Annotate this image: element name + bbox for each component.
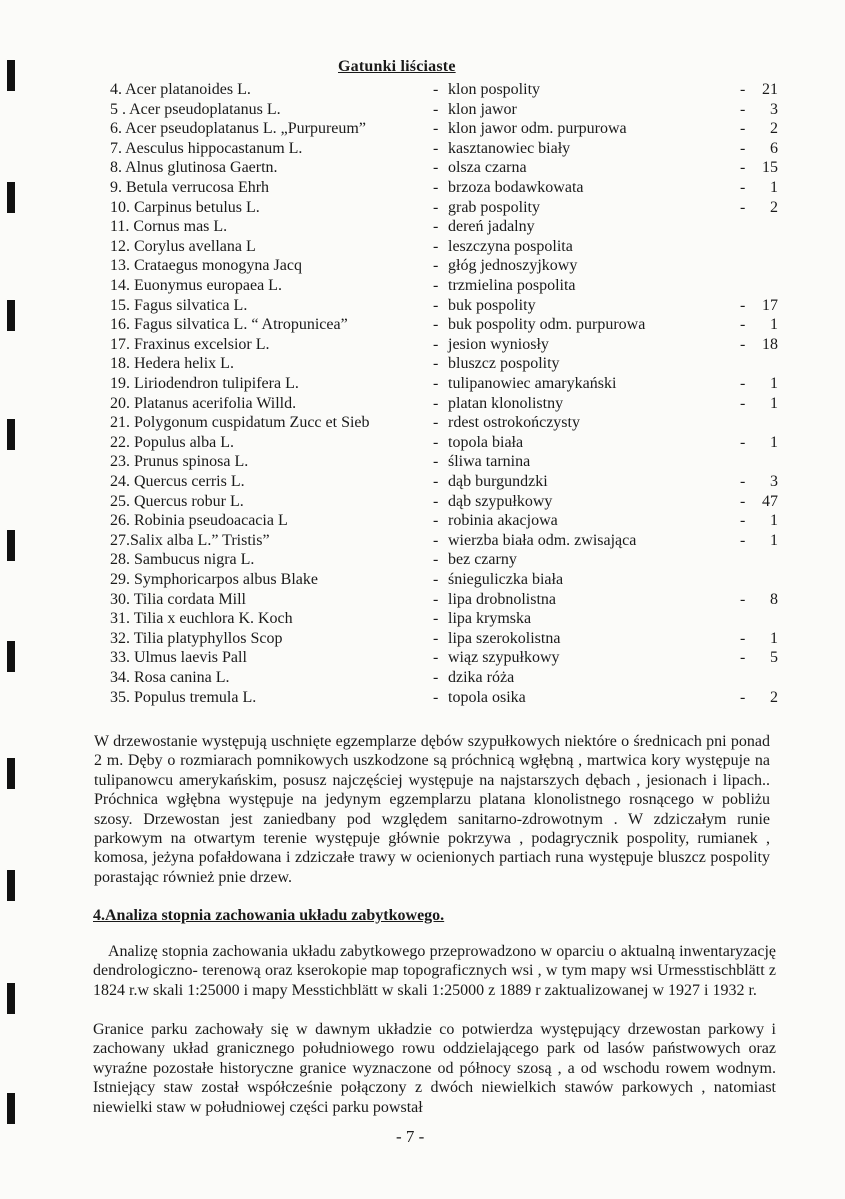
species-latin-name: 20. Platanus acerifolia Willd. [110, 394, 297, 412]
species-row [0, 354, 845, 374]
species-row [0, 472, 845, 492]
species-separator: - [433, 433, 439, 451]
species-count-dash: - [740, 120, 746, 138]
species-count-dash: - [740, 159, 746, 177]
species-latin-name: 5 . Acer pseudoplatanus L. [110, 100, 281, 118]
species-count-value: 1 [770, 316, 778, 334]
species-latin-name: 21. Polygonum cuspidatum Zucc et Sieb [110, 414, 370, 432]
species-row [0, 570, 845, 590]
species-count-dash: - [740, 198, 746, 216]
section-title: Gatunki liściaste [338, 58, 456, 75]
species-row [0, 609, 845, 629]
species-separator: - [433, 296, 439, 314]
species-polish-name: buk pospolity [448, 296, 536, 314]
species-separator: - [433, 590, 439, 608]
species-polish-name: bez czarny [448, 551, 517, 569]
species-latin-name: 32. Tilia platyphyllos Scop [110, 629, 283, 647]
section-heading: 4.Analiza stopnia zachowania układu zabytkowego. [93, 907, 445, 924]
species-polish-name: dąb burgundzki [448, 473, 548, 490]
species-polish-name: dzika róża [448, 669, 515, 686]
species-polish-name: jesion wyniosły [448, 335, 549, 353]
species-separator: - [433, 688, 439, 706]
species-separator: - [433, 571, 439, 588]
species-polish-name: brzoza bodawkowata [448, 179, 584, 196]
species-separator: - [433, 198, 439, 216]
species-latin-name: 11. Cornus mas L. [110, 218, 228, 236]
species-count-value: 1 [770, 531, 778, 549]
species-row [0, 629, 845, 649]
species-polish-name: wierzba biała odm. zwisająca [448, 531, 637, 549]
species-separator: - [433, 629, 439, 647]
species-polish-name: olsza czarna [448, 159, 527, 177]
species-polish-name: leszczyna pospolita [448, 237, 573, 255]
species-separator: - [433, 610, 439, 628]
species-count-dash: - [740, 473, 746, 490]
species-separator: - [433, 335, 439, 353]
species-count-dash: - [740, 100, 746, 118]
species-count-value: 21 [762, 81, 778, 98]
species-row [0, 158, 845, 178]
binding-mark [7, 758, 15, 789]
species-latin-name: 23. Prunus spinosa L. [110, 453, 249, 471]
species-count-dash: - [740, 394, 746, 412]
species-separator: - [433, 179, 439, 196]
species-polish-name: klon pospolity [448, 81, 541, 98]
species-latin-name: 28. Sambucus nigra L. [110, 551, 255, 569]
species-count-dash: - [740, 649, 746, 667]
species-separator: - [433, 81, 439, 98]
species-count-dash: - [740, 335, 746, 353]
species-count-dash: - [740, 179, 746, 196]
species-polish-name: lipa drobnolistna [448, 590, 556, 608]
species-count-dash: - [740, 375, 746, 392]
species-count-value: 5 [770, 649, 778, 667]
species-polish-name: dąb szypułkowy [448, 492, 553, 510]
species-latin-name: 27.Salix alba L.” Tristis” [110, 531, 270, 549]
species-polish-name: bluszcz pospolity [448, 355, 560, 373]
species-polish-name: lipa krymska [448, 610, 532, 628]
page-number: - 7 - [396, 1127, 425, 1146]
species-row [0, 276, 845, 296]
species-polish-name: trzmielina pospolita [448, 277, 576, 294]
species-row [0, 217, 845, 237]
species-row [0, 80, 845, 100]
species-row [0, 452, 845, 472]
species-count-value: 17 [762, 296, 778, 314]
species-count-value: 15 [762, 159, 778, 177]
species-count-dash: - [740, 629, 746, 647]
species-latin-name: 16. Fagus silvatica L. “ Atropunicea” [110, 316, 348, 334]
species-row [0, 492, 845, 512]
species-count-value: 1 [770, 629, 778, 647]
species-polish-name: kasztanowiec biały [448, 139, 571, 157]
species-row [0, 433, 845, 453]
species-row [0, 531, 845, 551]
species-polish-name: tulipanowiec amarykański [448, 375, 617, 392]
species-row [0, 668, 845, 688]
species-polish-name: dereń jadalny [448, 218, 535, 236]
species-polish-name: głóg jednoszyjkowy [448, 257, 578, 275]
paragraph-analysis: Analizę stopnia zachowania układu zabytkowego przeprowadzono w oparciu o aktualną inwentaryzację dendrologiczno- terenową oraz kserokopie map topograficznych wsi , w tym mapy wsi Urmesstischblätt z 1824 r.w skali 1:25000 i mapy Messtichblätt w skali 1:25000 z 1889 r zaktualizowanej w 1927 i 1932 r. [93, 943, 776, 999]
species-separator: - [433, 218, 439, 236]
species-polish-name: topola osika [448, 688, 526, 706]
species-row [0, 178, 845, 198]
species-count-value: 3 [770, 100, 778, 118]
species-count-value: 1 [770, 433, 778, 451]
species-separator: - [433, 277, 439, 294]
species-count-dash: - [740, 688, 746, 706]
species-latin-name: 35. Populus tremula L. [110, 688, 257, 706]
species-polish-name: robinia akacjowa [448, 512, 558, 530]
species-latin-name: 25. Quercus robur L. [110, 492, 244, 510]
species-latin-name: 15. Fagus silvatica L. [110, 296, 248, 314]
species-latin-name: 22. Populus alba L. [110, 433, 234, 451]
species-latin-name: 6. Acer pseudoplatanus L. „Purpureum” [110, 120, 366, 138]
species-latin-name: 13. Crataegus monogyna Jacq [110, 257, 302, 275]
species-count-value: 1 [770, 179, 778, 196]
species-row [0, 374, 845, 394]
species-polish-name: topola biała [448, 433, 524, 451]
species-row [0, 688, 845, 708]
species-row [0, 139, 845, 159]
species-row [0, 335, 845, 355]
species-count-dash: - [740, 512, 746, 530]
species-count-value: 6 [770, 139, 778, 157]
binding-mark [7, 870, 15, 901]
species-row [0, 550, 845, 570]
species-polish-name: lipa szerokolistna [448, 629, 561, 647]
paragraph-park-boundaries: Granice parku zachowały się w dawnym układzie co potwierdza występujący drzewostan parkowy i zachowany układ granicznego południowego rowu oddzielającego park od lasów państwowych oraz wyraźne pozostałe historyczne granice wyznaczone od północy szosą , a od wschodu rowem wodnym. Istniejący staw został współcześnie połączony z dwóch niewielkich stawów parkowych , natomiast niewielki staw w południowej części parku powstał [93, 1021, 776, 1116]
species-polish-name: platan klonolistny [448, 394, 564, 412]
species-latin-name: 31. Tilia x euchlora K. Koch [110, 610, 293, 628]
species-separator: - [433, 375, 439, 392]
species-separator: - [433, 257, 439, 275]
species-separator: - [433, 649, 439, 667]
species-polish-name: śnieguliczka biała [448, 571, 564, 588]
species-separator: - [433, 512, 439, 530]
species-row [0, 198, 845, 218]
species-separator: - [433, 159, 439, 177]
paragraph-stand-condition: W drzewostanie występują uschnięte egzemplarze dębów szypułkowych niektóre o średnicach pni ponad 2 m. Dęby o rozmiarach pomnikowych uszkodzone są próchnicą wgłębną , martwica kory występuje na tulipanowcu amerykańskim, posusz najczęściej występuje na najstarszych dębach , jesionach i lipach.. Próchnica wgłębna występuje na jedynym egzemplarzu platana klonolistnego rosnącego w pobliżu szosy. Drzewostan jest zaniedbany pod względem sanitarno-zdrowotnym . W zdziczałym runie parkowym na otwartym terenie występuje głównie pokrzywa , podagrycznik pospolity, rumianek , komosa, jeżyna pofałdowana i zdziczałe trawy w ocienionych partiach runa występuje bluszcz pospolity porastając również pnie drzew. [94, 733, 770, 886]
species-separator: - [433, 120, 439, 138]
species-latin-name: 7. Aesculus hippocastanum L. [110, 139, 303, 157]
species-row [0, 237, 845, 257]
species-row [0, 394, 845, 414]
species-latin-name: 14. Euonymus europaea L. [110, 277, 282, 294]
species-separator: - [433, 551, 439, 569]
species-polish-name: śliwa tarnina [448, 453, 531, 471]
species-row [0, 648, 845, 668]
species-polish-name: klon jawor odm. purpurowa [448, 120, 627, 138]
species-separator: - [433, 355, 439, 373]
species-latin-name: 8. Alnus glutinosa Gaertn. [110, 159, 278, 177]
species-row [0, 511, 845, 531]
species-separator: - [433, 473, 439, 490]
species-separator: - [433, 237, 439, 255]
species-row [0, 119, 845, 139]
species-row [0, 296, 845, 316]
species-row [0, 315, 845, 335]
species-count-value: 1 [770, 375, 778, 392]
species-count-value: 18 [762, 335, 778, 353]
species-latin-name: 4. Acer platanoides L. [110, 81, 251, 98]
species-separator: - [433, 316, 439, 334]
species-count-value: 1 [770, 394, 778, 412]
species-count-value: 47 [762, 492, 778, 510]
species-count-value: 2 [770, 120, 778, 138]
species-count-dash: - [740, 492, 746, 510]
species-count-dash: - [740, 590, 746, 608]
species-polish-name: rdest ostrokończysty [448, 414, 580, 432]
species-count-dash: - [740, 531, 746, 549]
species-count-dash: - [740, 139, 746, 157]
species-count-value: 1 [770, 512, 778, 530]
species-separator: - [433, 669, 439, 686]
species-separator: - [433, 453, 439, 471]
species-latin-name: 24. Quercus cerris L. [110, 473, 245, 490]
species-separator: - [433, 100, 439, 118]
species-row [0, 256, 845, 276]
species-count-dash: - [740, 316, 746, 334]
species-count-dash: - [740, 296, 746, 314]
species-count-value: 2 [770, 198, 778, 216]
species-row [0, 413, 845, 433]
species-latin-name: 29. Symphoricarpos albus Blake [110, 571, 318, 588]
species-polish-name: grab pospolity [448, 198, 540, 216]
species-latin-name: 33. Ulmus laevis Pall [110, 649, 247, 667]
species-separator: - [433, 394, 439, 412]
species-row [0, 590, 845, 610]
species-separator: - [433, 531, 439, 549]
species-count-dash: - [740, 81, 746, 98]
binding-mark [7, 983, 15, 1014]
species-latin-name: 30. Tilia cordata Mill [110, 590, 246, 608]
species-latin-name: 19. Liriodendron tulipifera L. [110, 375, 299, 392]
species-latin-name: 17. Fraxinus excelsior L. [110, 335, 270, 353]
binding-mark [7, 1093, 15, 1124]
species-latin-name: 10. Carpinus betulus L. [110, 198, 260, 216]
species-latin-name: 34. Rosa canina L. [110, 669, 230, 686]
species-count-value: 3 [770, 473, 778, 490]
species-polish-name: wiąz szypułkowy [448, 649, 560, 667]
species-separator: - [433, 139, 439, 157]
species-polish-name: klon jawor [448, 100, 517, 118]
species-count-value: 8 [770, 590, 778, 608]
species-separator: - [433, 414, 439, 432]
species-count-value: 2 [770, 688, 778, 706]
species-polish-name: buk pospolity odm. purpurowa [448, 316, 646, 334]
species-separator: - [433, 492, 439, 510]
species-latin-name: 12. Corylus avellana L [110, 237, 256, 255]
species-row [0, 100, 845, 120]
species-latin-name: 26. Robinia pseudoacacia L [110, 512, 288, 530]
species-latin-name: 18. Hedera helix L. [110, 355, 234, 373]
species-count-dash: - [740, 433, 746, 451]
species-latin-name: 9. Betula verrucosa Ehrh [110, 179, 270, 196]
